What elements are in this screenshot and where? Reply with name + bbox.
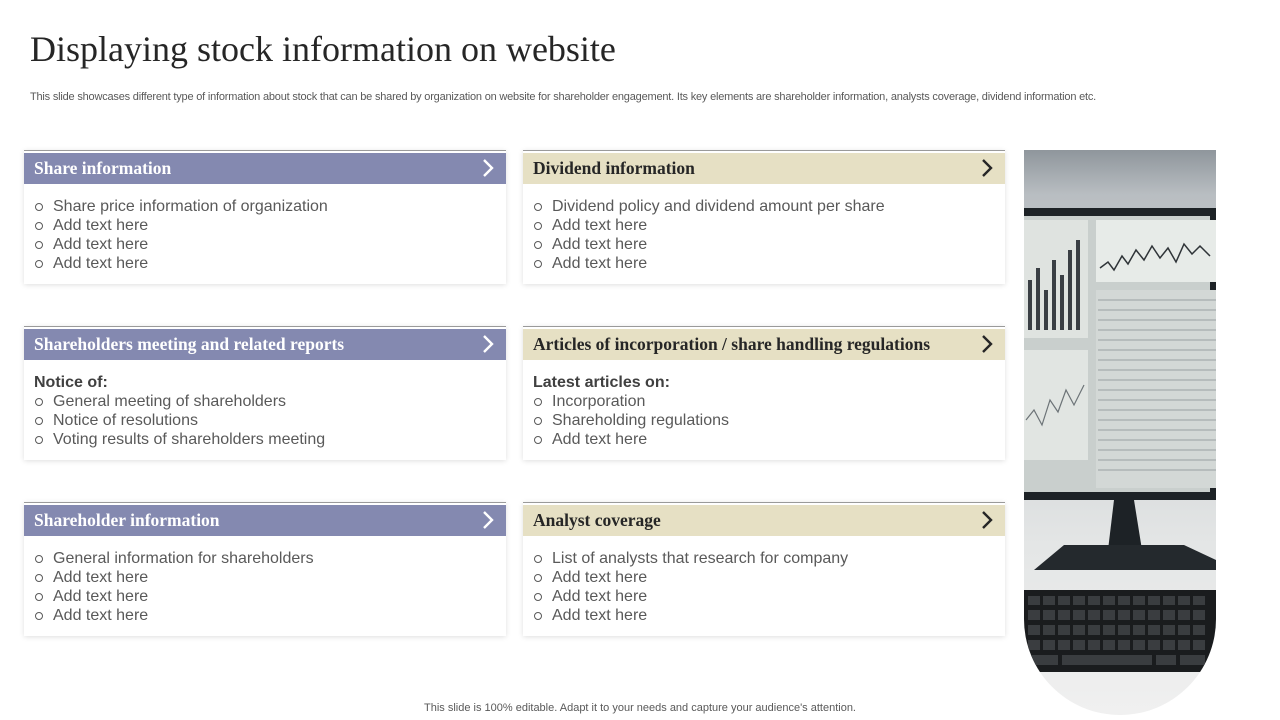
list-item: Notice of resolutions [34, 411, 496, 430]
card-header [24, 505, 506, 536]
card-title: Shareholder information [34, 510, 220, 530]
list-item: Add text here [533, 606, 995, 625]
card-header [24, 329, 506, 360]
page-title: Displaying stock information on website [30, 29, 616, 69]
card-header [523, 153, 1005, 184]
bullet-list [533, 392, 995, 449]
list-item: Incorporation [533, 392, 995, 411]
chevron-right-icon [975, 508, 999, 532]
list-item: Dividend policy and dividend amount per share [533, 197, 995, 216]
list-item: Add text here [533, 587, 995, 606]
list-item: List of analysts that research for company [533, 549, 995, 568]
list-item: Add text here [533, 216, 995, 235]
chevron-right-icon [476, 508, 500, 532]
list-item: General information for shareholders [34, 549, 496, 568]
bullet-list [533, 197, 995, 273]
list-item: Add text here [533, 254, 995, 273]
card-title: Analyst coverage [533, 510, 661, 530]
bullet-list [34, 392, 496, 449]
list-item: Add text here [34, 254, 496, 273]
bullet-list [34, 197, 496, 273]
monitor-illustration [1024, 150, 1216, 715]
chevron-right-icon [476, 156, 500, 180]
list-item: Share price information of organization [34, 197, 496, 216]
card-analyst-coverage [523, 502, 1005, 636]
stock-monitor-photo [1024, 150, 1216, 715]
card-share-information [24, 150, 506, 284]
list-item: Add text here [34, 606, 496, 625]
card-lead: Latest articles on: [533, 374, 670, 391]
card-dividend-information [523, 150, 1005, 284]
page-subtitle: This slide showcases different type of information about stock that can be shared by organization on website for shareholder engagement. Its key elements are shareholder information, analysts coverage, dividend information etc. [30, 91, 1097, 103]
card-title: Dividend information [533, 158, 695, 178]
list-item: Add text here [34, 568, 496, 587]
bullet-list [34, 549, 496, 625]
card-shareholders-meeting [24, 326, 506, 460]
list-item: Shareholding regulations [533, 411, 995, 430]
card-header [523, 505, 1005, 536]
card-title: Articles of incorporation / share handling regulations [533, 334, 931, 354]
list-item: Add text here [533, 430, 995, 449]
list-item: General meeting of shareholders [34, 392, 496, 411]
list-item: Add text here [533, 235, 995, 254]
list-item: Voting results of shareholders meeting [34, 430, 496, 449]
chevron-right-icon [476, 332, 500, 356]
list-item: Add text here [34, 587, 496, 606]
card-header [24, 153, 506, 184]
card-shareholder-information [24, 502, 506, 636]
card-title: Share information [34, 158, 172, 178]
card-title: Shareholders meeting and related reports [34, 334, 345, 354]
list-item: Add text here [533, 568, 995, 587]
bullet-list [533, 549, 995, 625]
footer-note: This slide is 100% editable. Adapt it to your needs and capture your audience's attention. [424, 702, 856, 714]
chevron-right-icon [975, 332, 999, 356]
card-lead: Notice of: [34, 374, 108, 391]
card-header [523, 329, 1005, 360]
list-item: Add text here [34, 235, 496, 254]
chevron-right-icon [975, 156, 999, 180]
card-articles-of-incorporation [523, 326, 1005, 460]
list-item: Add text here [34, 216, 496, 235]
